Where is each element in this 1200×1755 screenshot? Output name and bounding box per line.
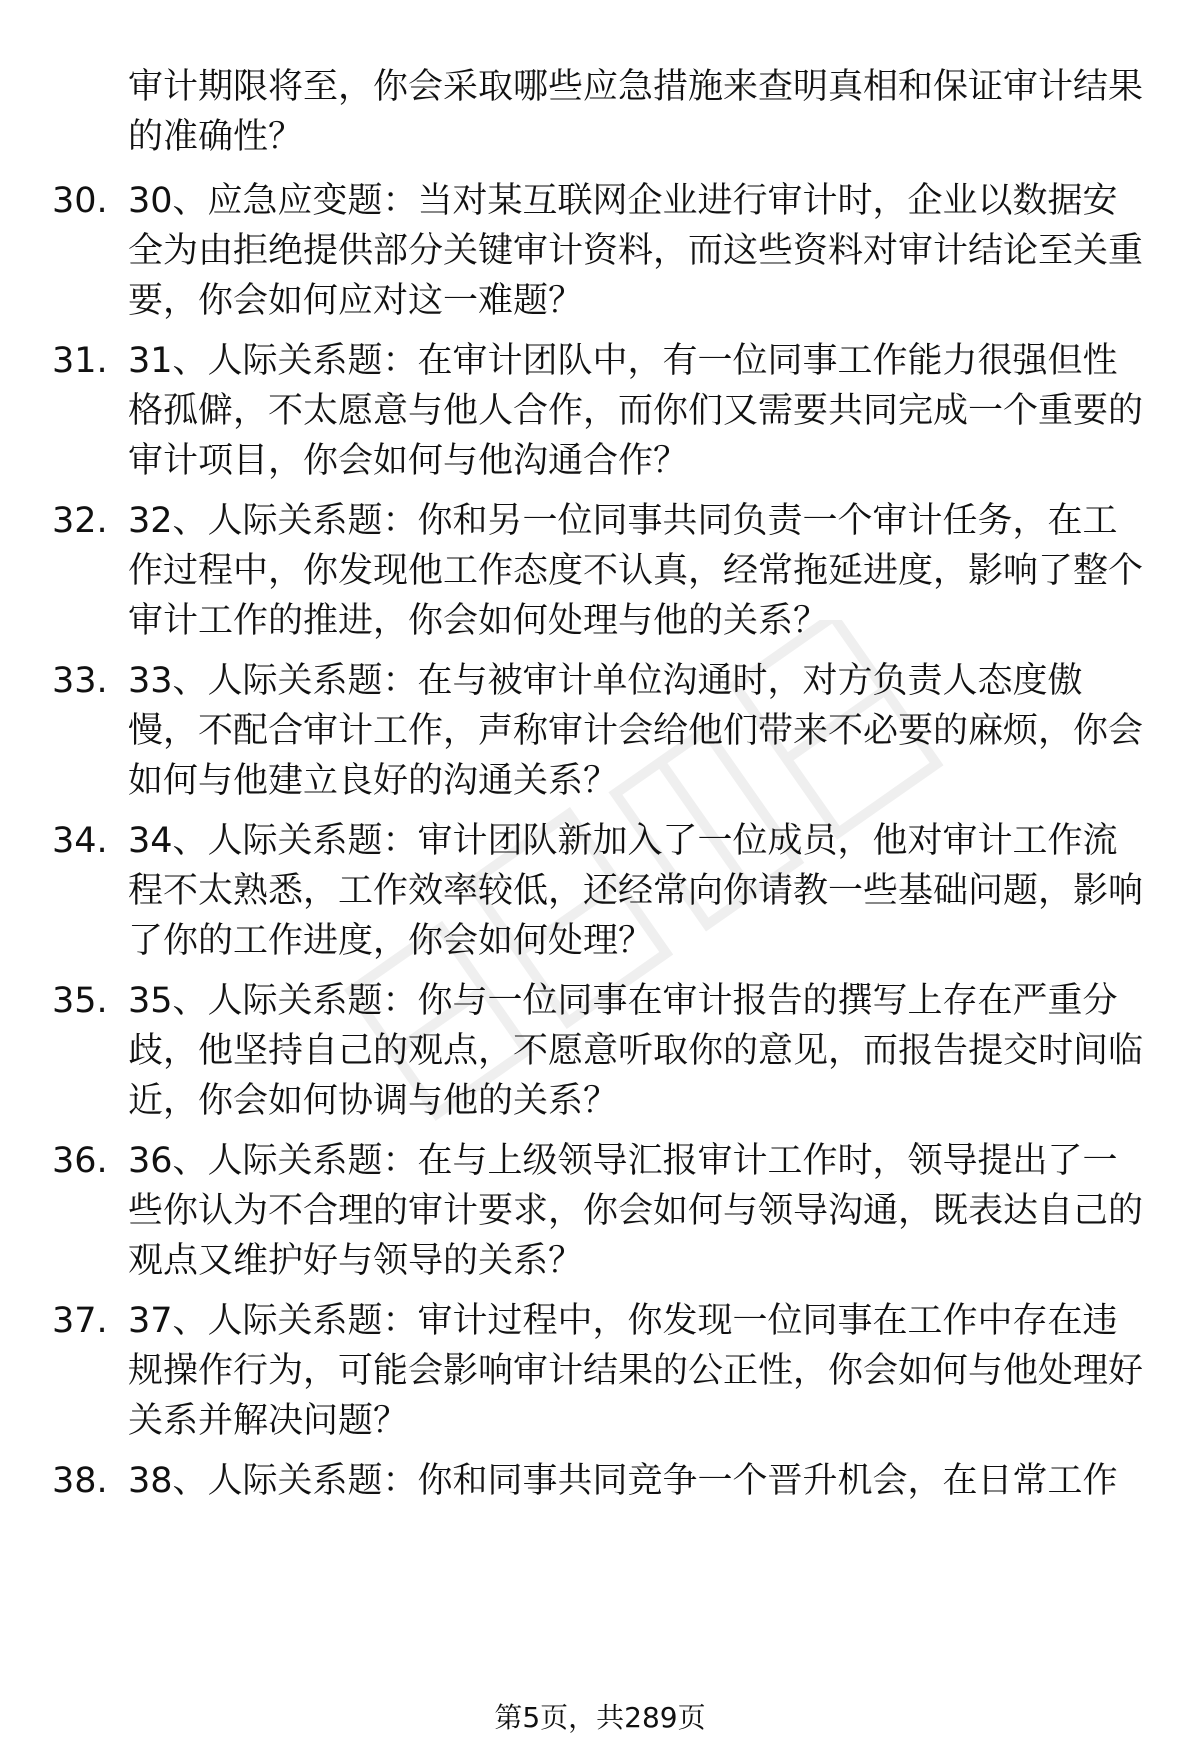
list-item-number: 34. xyxy=(52,821,108,861)
list-item-text: 33、人际关系题：在与被审计单位沟通时，对方负责人态度傲慢，不配合审计工作，声称审计会给他们带来不必要的麻烦，你会如何与他建立良好的沟通关系？ xyxy=(128,661,1144,801)
list-item-number: 36. xyxy=(52,1141,108,1181)
list-item-text: 37、人际关系题：审计过程中，你发现一位同事在工作中存在违规操作行为，可能会影响审计结果的公正性，你会如何与他处理好关系并解决问题？ xyxy=(128,1301,1144,1441)
list-item-text: 32、人际关系题：你和另一位同事共同负责一个审计任务，在工作过程中，你发现他工作态度不认真，经常拖延进度，影响了整个审计工作的推进，你会如何处理与他的关系？ xyxy=(128,501,1144,641)
page-footer: 第5页，共289页 xyxy=(494,1701,706,1734)
list-item-number: 32. xyxy=(52,501,108,541)
list-item-text: 35、人际关系题：你与一位同事在审计报告的撰写上存在严重分歧，他坚持自己的观点，不愿意听取你的意见，而报告提交时间临近，你会如何协调与他的关系？ xyxy=(128,981,1144,1121)
list-item-text: 38、人际关系题：你和同事共同竞争一个晋升机会，在日常工作 xyxy=(128,1461,1118,1501)
list-item-text: 36、人际关系题：在与上级领导汇报审计工作时，领导提出了一些你认为不合理的审计要求，你会如何与领导沟通，既表达自己的观点又维护好与领导的关系？ xyxy=(128,1141,1144,1281)
list-item-text: 31、人际关系题：在审计团队中，有一位同事工作能力很强但性格孤僻，不太愿意与他人合作，而你们又需要共同完成一个重要的审计项目，你会如何与他沟通合作？ xyxy=(128,341,1144,481)
list-item-text: 34、人际关系题：审计团队新加入了一位成员，他对审计工作流程不太熟悉，工作效率较低，还经常向你请教一些基础问题，影响了你的工作进度，你会如何处理？ xyxy=(128,821,1144,961)
list-item-number: 33. xyxy=(52,661,108,701)
list-item-number: 30. xyxy=(52,181,108,221)
continued-question-text: 审计期限将至，你会采取哪些应急措施来查明真相和保证审计结果的准确性？ xyxy=(128,67,1144,157)
list-item-text: 30、应急应变题：当对某互联网企业进行审计时，企业以数据安全为由拒绝提供部分关键审计资料，而这些资料对审计结论至关重要，你会如何应对这一难题？ xyxy=(128,181,1144,321)
list-item-number: 35. xyxy=(52,981,108,1021)
list-item-number: 31. xyxy=(52,341,108,381)
list-item-number: 37. xyxy=(52,1301,108,1341)
list-item-number: 38. xyxy=(52,1461,108,1501)
